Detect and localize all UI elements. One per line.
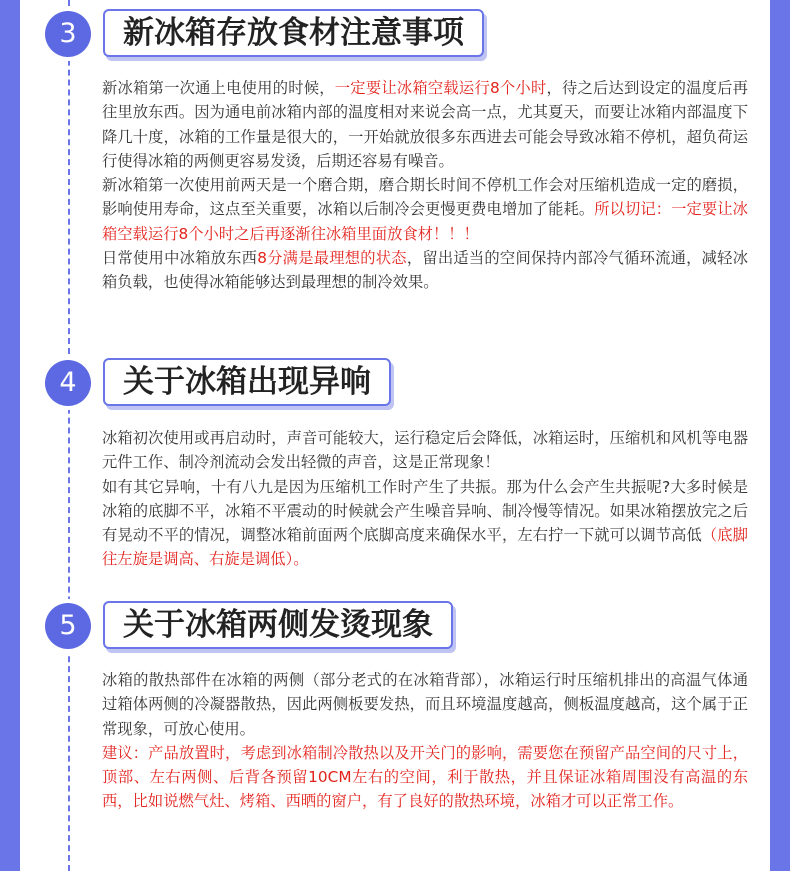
body-text: 冰箱的散热部件在冰箱的两侧（部分老式的在冰箱背部），冰箱运行时压缩机排出的高温气体通过箱体两侧的冷凝器散热，因此两侧板要发热，而且环境温度越高，侧板温度越高，这个属于正常现象，可放心使用。 (102, 671, 748, 738)
paragraph (102, 246, 748, 295)
paragraph (102, 426, 748, 475)
body-text: 冰箱初次使用或再启动时，声音可能较大，运行稳定后会降低，冰箱运时，压缩机和风机等电器元件工作、制冷剂流动会发出轻微的声音，这是正常现象！ (102, 429, 748, 472)
content-card (20, 0, 770, 871)
highlight-text: （底脚往左旋是调高、右旋是调低）。 (102, 526, 748, 569)
body-text: 新冰箱第一次通上电使用的时候， (102, 79, 335, 97)
paragraph (102, 668, 748, 741)
section-body (102, 668, 748, 814)
highlight-text: 建议：产品放置时，考虑到冰箱制冷散热以及开关门的影响，需要您在预留产品空间的尺寸上，顶部、左右两侧、后背各预留10CM左右的空间，利于散热，并且保证冰箱周围没有高温的东西，比如说燃气灶、烤箱、西晒的窗户，有了良好的散热环境，冰箱才可以正常工作。 (102, 743, 748, 811)
body-text: 日常使用中冰箱放东西 (102, 249, 258, 268)
section-number-badge: 4 (45, 360, 91, 406)
body-text: 如有其它异响，十有八九是因为压缩机工作时产生了共振。那为什么会产生共振呢?大多时候是冰箱的底脚不平，冰箱不平震动的时候就会产生噪音异响、制冷慢等情况。如果冰箱摆放完之后有晃动不平的情况，调整冰箱前面两个底脚高度来确保水平，左右拧一下就可以调节高低 (102, 477, 748, 545)
section-body (102, 76, 748, 295)
highlight-text: 一定要让冰箱空载运行8个小时 (334, 79, 547, 97)
section-number-badge: 5 (45, 603, 91, 649)
body-text: 新冰箱第一次使用前两天是一个磨合期，磨合期长时间不停机工作会对压缩机造成一定的磨损，影响使用寿命，这点至关重要，冰箱以后制冷会更慢更费电增加了能耗。 (102, 176, 748, 219)
body-text: ，留出适当的空间保持内部冷气循环流通，减轻冰箱负载，也使得冰箱能够达到最理想的制冷效果。 (102, 249, 748, 292)
body-text: ，待之后达到设定的温度后再往里放东西。因为通电前冰箱内部的温度相对来说会高一点，尤其夏天，而要让冰箱内部温度下降几十度，冰箱的工作量是很大的，一开始就放很多东西进去可能会导致冰箱不停机，超负荷运行使得冰箱的两侧更容易发烫，后期还容易有噪音。 (102, 79, 748, 170)
section-title: 新冰箱存放食材注意事项 (103, 9, 484, 57)
paragraph (102, 741, 748, 814)
section-title: 关于冰箱出现异响 (103, 358, 391, 406)
paragraph (102, 173, 748, 246)
section-number-badge: 3 (45, 11, 91, 57)
timeline-dashed-line (68, 0, 70, 871)
highlight-text: 所以切记：一定要让冰箱空载运行8个小时之后再逐渐往冰箱里面放食材！！！ (102, 200, 748, 243)
paragraph (102, 475, 748, 572)
highlight-text: 8分满是最理想的状态 (257, 249, 407, 268)
paragraph (102, 76, 748, 173)
section-body (102, 426, 748, 572)
section-title: 关于冰箱两侧发烫现象 (103, 601, 453, 649)
